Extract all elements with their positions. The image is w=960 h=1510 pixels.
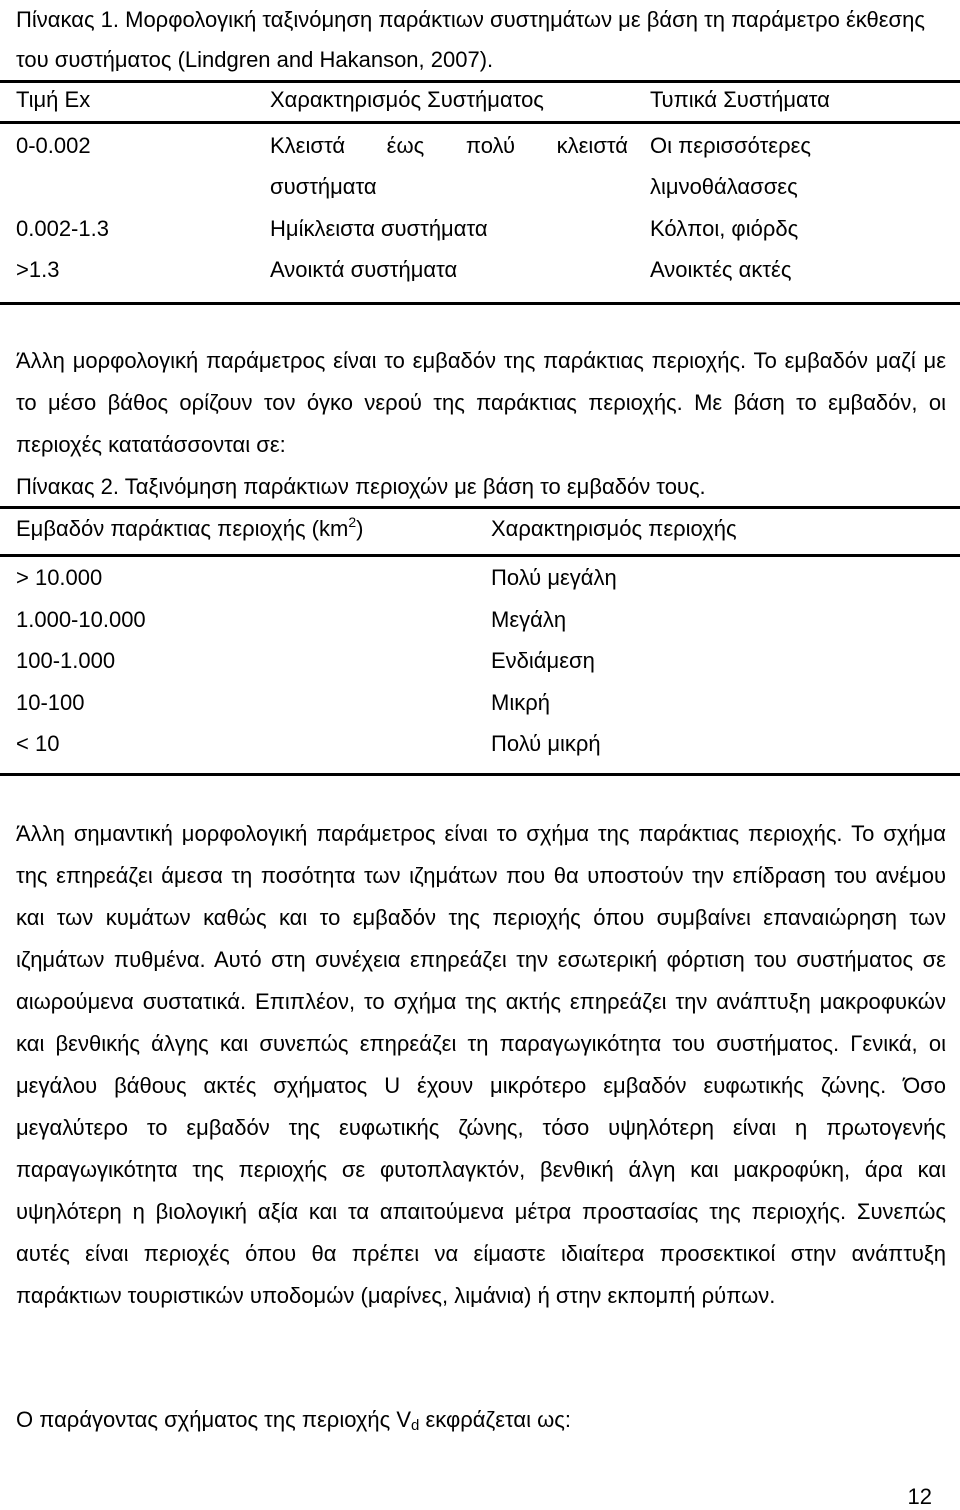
paragraph-text: Ο παράγοντας σχήματος της περιοχής V	[16, 1407, 412, 1432]
table2-cell-char: Πολύ μεγάλη	[491, 565, 617, 590]
table2-bottom-rule	[0, 773, 960, 776]
table2-caption: Πίνακας 2. Ταξινόμηση παράκτιων περιοχών με βάση το εμβαδόν τους.	[16, 474, 706, 499]
table2-cell-area: 1.000-10.000	[16, 607, 146, 632]
superscript: 2	[348, 514, 357, 530]
table2-cell-area: 100-1.000	[16, 648, 116, 673]
word: πολύ	[465, 133, 516, 158]
table1-header-char: Χαρακτηρισμός Συστήματος	[270, 87, 544, 112]
word: έως	[386, 133, 425, 158]
page-number: 12	[907, 1484, 932, 1509]
table2-top-rule	[0, 506, 960, 509]
table2-cell-char: Ενδιάμεση	[491, 648, 595, 673]
table2-cell-char: Μεγάλη	[491, 607, 567, 632]
header-text: Εμβαδόν παράκτιας περιοχής (km	[16, 516, 349, 541]
subscript: d	[411, 1417, 420, 1434]
header-text-close: )	[356, 516, 364, 541]
table2-cell-area: > 10.000	[16, 565, 103, 590]
table1-cell-typical: Κόλποι, φιόρδς	[650, 216, 799, 241]
table1-cell-char-cont: συστήματα	[270, 174, 377, 199]
table1-cell-char	[270, 133, 628, 159]
table2-cell-area: 10-100	[16, 690, 85, 715]
table2-cell-area: < 10	[16, 731, 60, 756]
table2-cell-char: Μικρή	[491, 690, 550, 715]
paragraph-area: Άλλη μορφολογική παράμετρος είναι το εμβαδόν της παράκτιας περιοχής. Το εμβαδόν μαζί με το μέσο βάθος ορίζουν τον όγκο νερού της παράκτιας περιοχής. Με βάση το εμβαδόν, οι περιοχές κατατάσσονται σε:	[16, 348, 946, 457]
table1-cell-typical: Ανοικτές ακτές	[650, 257, 792, 282]
table1-cell-typical: Οι περισσότερες	[650, 133, 812, 158]
word: Κλειστά	[270, 133, 346, 158]
table1-cell-value: 0.002-1.3	[16, 216, 109, 241]
table1-cell-value: >1.3	[16, 257, 60, 282]
paragraph-tail: εκφράζεται ως:	[419, 1407, 572, 1432]
table1-bottom-rule	[0, 302, 960, 305]
paragraph-shape: Άλλη σημαντική μορφολογική παράμετρος είναι το σχήμα της παράκτιας περιοχής. Το σχήμα της επηρεάζει άμεσα τη ποσότητα των ιζημάτων που θα υποστούν την επίδραση του ανέμου και των κυμάτων καθώς και το εμβαδόν της περιοχής όπου συμβαίνει επαναιώρηση των ιζημάτων πυθμένα. Αυτό στη συνέχεια επηρεάζει την εσωτερική φόρτιση του συστήματος σε αιωρούμενα συστατικά. Επιπλέον, το σχήμα της ακτής επηρεάζει την ανάπτυξη μακροφυκών και βενθικής άλγης και συνεπώς επηρεάζει τη παραγωγικότητα του συστήματος. Γενικά, οι μεγάλου βάθους ακτές σχήματος U έχουν μικρότερο εμβαδόν ευφωτικής ζώνης. Όσο μεγαλύτερο το εμβαδόν της ευφωτικής ζώνης, τόσο υψηλότερη είναι η πρωτογενής παραγωγικότητα της περιοχής σε φυτοπλαγκτόν, βενθική άλγη και μακροφύκη, άρα και υψηλότερη η βιολογική αξία και τα απαιτούμενα μέτρα προστασίας της περιοχής. Συνεπώς αυτές είναι περιοχές όπου θα πρέπει να είμαστε ιδιαίτερα προσεκτικοί στην ανάπτυξη παράκτιων τουριστικών υποδομών (μαρίνες, λιμάνια) ή στην εκπομπή ρύπων.	[16, 821, 946, 1308]
table1-cell-char: Ανοικτά συστήματα	[270, 257, 458, 282]
table2-header-rule	[0, 554, 960, 557]
paragraph-shape-factor	[16, 1399, 946, 1441]
table1-cell-value: 0-0.002	[16, 133, 91, 158]
table1-top-rule	[0, 80, 960, 83]
table2-cell-char: Πολύ μικρή	[491, 731, 601, 756]
table1-cell-char: Ημίκλειστα συστήματα	[270, 216, 488, 241]
table1-header-typical: Τυπικά Συστήματα	[650, 87, 830, 112]
table2-header-area	[16, 516, 363, 542]
table1-header-value: Τιμή Ex	[16, 87, 91, 112]
table2-header-char: Χαρακτηρισμός περιοχής	[491, 516, 737, 541]
table1-header-rule	[0, 121, 960, 124]
table1-caption: Πίνακας 1. Μορφολογική ταξινόμηση παράκτιων συστημάτων με βάση τη παράμετρο έκθεσης του συστήματος (Lindgren and Hakanson, 2007).	[16, 7, 925, 72]
word: κλειστά	[556, 133, 628, 158]
table1-cell-typical-cont: λιμνοθάλασσες	[650, 174, 798, 199]
